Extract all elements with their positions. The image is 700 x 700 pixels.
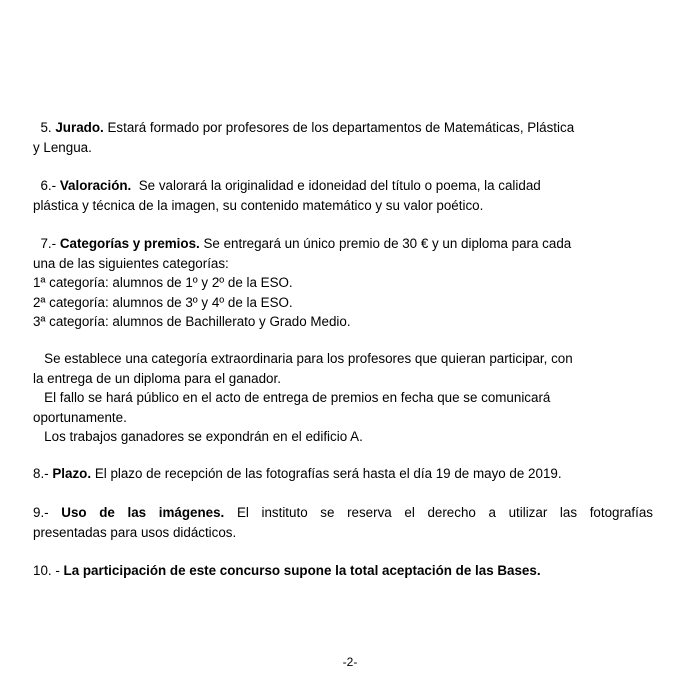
section-5-heading: Jurado. [55,120,104,135]
section-6-text-line2: plástica y técnica de la imagen, su contenido matemático y su valor poético. [33,197,484,213]
category-1: 1ª categoría: alumnos de 1º y 2º de la ESO. [33,275,293,290]
section-10 [33,561,653,581]
page-number: -2- [342,655,358,669]
verdict-line2: oportunamente. [33,409,127,425]
section-7-text-line2: una de las siguientes categorías: [33,255,229,271]
category-2: 2ª categoría: alumnos de 3º y 4º de la ESO. [33,294,293,310]
section-5-text-line1: Estará formado por profesores de los departamentos de Matemáticas, Plástica [107,120,575,135]
extra-category-line1: Se establece una categoría extraordinaria para los profesores que quieran participar, con [44,351,573,366]
section-7-text-line1: Se entregará un único premio de 30 € y un diploma para cada [203,236,572,251]
section-9-text-line2: presentadas para usos didácticos. [33,524,237,540]
section-10-number: 10. - [33,563,60,578]
section-6-text-line1: Se valorará la originalidad e idoneidad del título o poema, la calidad [138,178,541,193]
section-7-heading: Categorías y premios. [59,236,200,251]
section-9 [33,503,653,542]
section-7-extra [33,349,653,447]
section-8-number: 8.- [33,466,49,481]
winners-exhibition: Los trabajos ganadores se expondrán en el edificio A. [44,429,363,444]
section-5 [33,118,653,157]
category-3: 3ª categoría: alumnos de Bachillerato y Grado Medio. [33,314,351,329]
section-8-heading: Plazo. [52,466,92,481]
section-9-heading: Uso de las imágenes. [61,505,225,520]
section-9-text-line1: El instituto se reserva el derecho a utilizar las fotografías [236,505,653,520]
section-8-text: El plazo de recepción de las fotografías será hasta el día 19 de mayo de 2019. [94,466,562,481]
verdict-line1: El fallo se hará público en el acto de entrega de premios en fecha que se comunicará [44,390,551,405]
section-6 [33,176,653,215]
section-5-text-line2: y Lengua. [33,139,92,155]
section-9-number: 9.- [33,505,49,520]
section-7-number: 7.- [40,236,57,251]
section-6-number: 6.- [40,178,57,193]
section-6-heading: Valoración. [59,178,132,193]
section-8 [33,464,653,484]
section-5-number: 5. [40,120,52,135]
section-7 [33,234,653,332]
section-10-heading: La participación de este concurso supone la total aceptación de las Bases. [63,563,541,578]
extra-category-line2: la entrega de un diploma para el ganador. [33,370,281,386]
